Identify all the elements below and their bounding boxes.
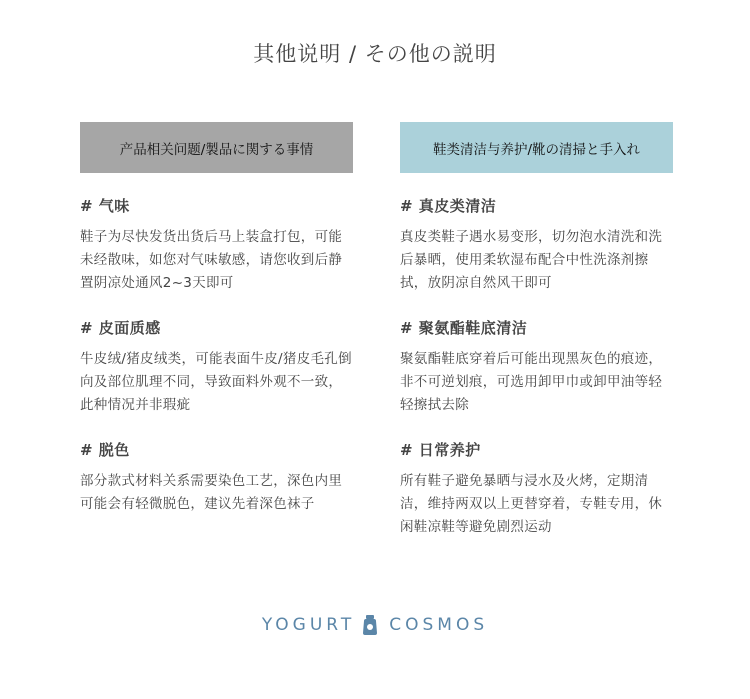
section-title: # 皮面质感: [80, 319, 161, 337]
brand-name-right: COSMOS: [389, 615, 489, 635]
daily-care-section: [400, 439, 673, 539]
section-title: # 日常养护: [400, 441, 481, 459]
page-title: 其他说明 / その他の説明: [253, 42, 497, 66]
section-body: 真皮类鞋子遇水易变形，切勿泡水清洗和洗后暴晒，使用柔软湿布配合中性洗涤剂擦拭，放阴凉自然风干即可: [400, 229, 663, 291]
shoe-care-banner: 鞋类清洁与养护/靴の清掃と手入れ: [400, 122, 673, 173]
brand-name-left: YOGURT: [261, 615, 356, 635]
section-title: # 真皮类清洁: [400, 197, 497, 215]
section-title: # 聚氨酯鞋底清洁: [400, 319, 528, 337]
pu-sole-cleaning-section: [400, 317, 673, 417]
shoe-care-column: [400, 122, 673, 539]
genuine-leather-cleaning-section: [400, 195, 673, 295]
section-body: 部分款式材料关系需要染色工艺，深色内里可能会有轻微脱色，建议先着深色袜子: [80, 473, 343, 512]
section-title: # 气味: [80, 197, 130, 215]
section-body: 牛皮绒/猪皮绒类，可能表面牛皮/猪皮毛孔倒向及部位肌理不同，导致面料外观不一致，此种情况并非瑕疵: [80, 351, 352, 413]
product-issues-banner: 产品相关问题/製品に関する事情: [80, 122, 353, 173]
section-title: # 脱色: [80, 441, 130, 459]
section-body: 鞋子为尽快发货出货后马上装盒打包，可能未经散味，如您对气味敏感，请您收到后静置阴凉处通风2~3天即可: [80, 229, 343, 291]
color-fade-section: [80, 439, 353, 516]
odor-section: [80, 195, 353, 295]
product-issues-column: [80, 122, 353, 516]
leather-texture-section: [80, 317, 353, 417]
section-body: 所有鞋子避免暴晒与浸水及火烤，定期清洁，维持两双以上更替穿着，专鞋专用，休闲鞋凉鞋等避免剧烈运动: [400, 473, 663, 535]
section-body: 聚氨酯鞋底穿着后可能出现黑灰色的痕迹，非不可逆划痕，可选用卸甲巾或卸甲油等轻轻擦拭去除: [400, 351, 663, 413]
brand-logo: [0, 614, 750, 636]
yogurt-jar-icon: [361, 614, 379, 636]
